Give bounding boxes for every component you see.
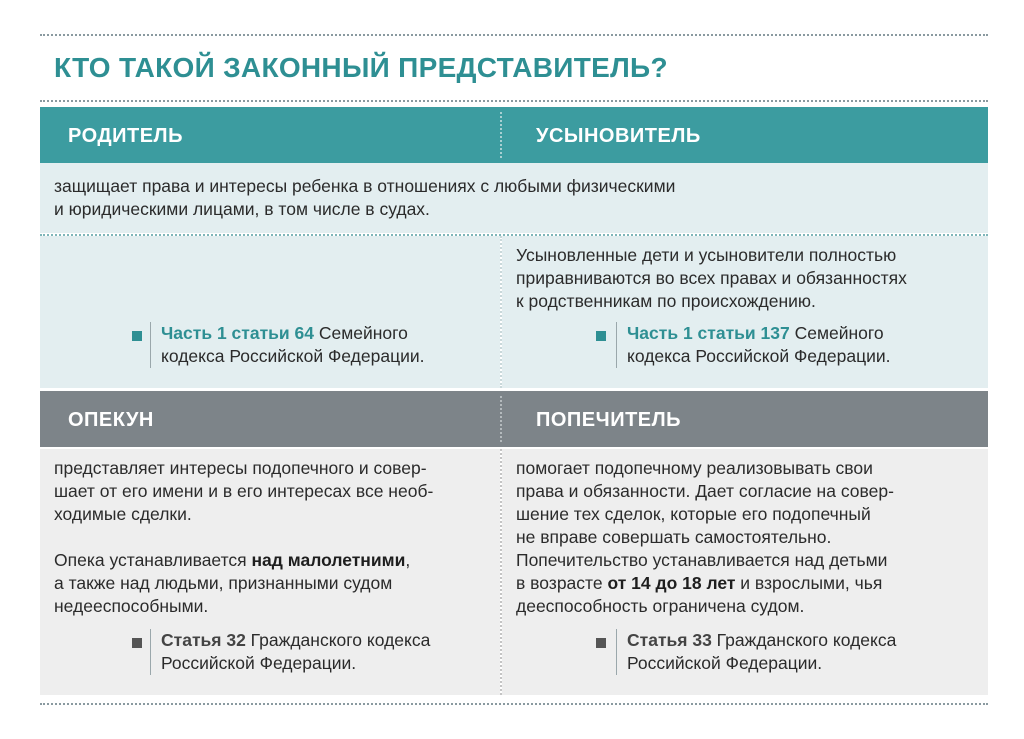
shared-line-2: и юридическими лицами, в том числе в судах. bbox=[54, 199, 430, 219]
trustee-line-5: Попечительство устанавливается над детьми bbox=[516, 550, 888, 570]
header-row-guardians bbox=[40, 391, 988, 447]
adopter-line-3: к родственникам по происхождению. bbox=[516, 291, 816, 311]
trustee-line-7: дееспособность ограничена судом. bbox=[516, 596, 805, 616]
adopter-line-2: приравниваются во всех правах и обязанностях bbox=[516, 268, 907, 288]
bottom-dotted-divider bbox=[40, 703, 988, 705]
trustee-text bbox=[516, 457, 894, 618]
trustee-line-1: помогает подопечному реализовывать свои bbox=[516, 458, 873, 478]
column-divider-teal bbox=[500, 236, 502, 388]
trustee-age-bold: от 14 до 18 лет bbox=[607, 573, 736, 593]
square-bullet-icon bbox=[132, 331, 142, 341]
header-parent: РОДИТЕЛЬ bbox=[68, 125, 183, 147]
adopter-panel bbox=[502, 236, 988, 388]
guardian-ref-rest-1: Гражданского кодекса bbox=[245, 630, 431, 650]
guardian-line-3: ходимые сделки. bbox=[54, 504, 192, 524]
header-guardian: ОПЕКУН bbox=[68, 409, 154, 431]
trustee-ref-rest-1: Гражданского кодекса bbox=[711, 630, 897, 650]
top-dotted-divider bbox=[40, 34, 988, 36]
trustee-line-6: в возрасте от 14 до 18 лет и взрослыми, чья bbox=[516, 573, 883, 593]
square-bullet-icon bbox=[596, 331, 606, 341]
parent-panel bbox=[40, 236, 500, 388]
header-divider-bottom bbox=[500, 396, 502, 442]
header-divider-top bbox=[500, 112, 502, 158]
trustee-line-2: права и обязанности. Дает согласие на совер- bbox=[516, 481, 894, 501]
adopter-reference bbox=[616, 322, 891, 368]
column-divider-gray bbox=[500, 449, 502, 695]
guardian-panel bbox=[40, 449, 500, 695]
header-adopter: УСЫНОВИТЕЛЬ bbox=[536, 125, 701, 147]
shared-line-1: защищает права и интересы ребенка в отношениях с любыми физическими bbox=[54, 176, 676, 196]
page-title: КТО ТАКОЙ ЗАКОННЫЙ ПРЕДСТАВИТЕЛЬ? bbox=[54, 52, 668, 83]
shared-panel bbox=[40, 163, 988, 233]
trustee-panel bbox=[502, 449, 988, 695]
guardian-text bbox=[54, 457, 433, 618]
guardian-line-2: шает от его имени и в его интересах все необ- bbox=[54, 481, 434, 501]
parent-reference bbox=[150, 322, 425, 368]
header-trustee: ПОПЕЧИТЕЛЬ bbox=[536, 409, 682, 431]
title-dotted-divider bbox=[40, 100, 988, 102]
shared-text bbox=[54, 175, 675, 221]
guardian-p2-bold: над малолетними bbox=[251, 550, 406, 570]
trustee-reference bbox=[616, 629, 896, 675]
trustee-ref-rest-2: Российской Федерации. bbox=[627, 653, 823, 673]
adopter-ref-rest-2: кодекса Российской Федерации. bbox=[627, 346, 891, 366]
trustee-ref-bold: Статья 33 bbox=[627, 630, 712, 650]
adopter-text bbox=[516, 244, 907, 313]
square-bullet-icon bbox=[132, 638, 142, 648]
guardian-p2-line-3: недееспособными. bbox=[54, 596, 209, 616]
guardian-p2-line-1: Опека устанавливается над малолетними, bbox=[54, 550, 411, 570]
adopter-ref-rest-1: Семейного bbox=[789, 323, 884, 343]
guardian-ref-rest-2: Российской Федерации. bbox=[161, 653, 357, 673]
adopter-ref-bold: Часть 1 статьи 137 bbox=[627, 323, 790, 343]
adopter-line-1: Усыновленные дети и усыновители полностью bbox=[516, 245, 897, 265]
guardian-ref-bold: Статья 32 bbox=[161, 630, 246, 650]
header-row-parents bbox=[40, 107, 988, 163]
parent-ref-rest-1: Семейного bbox=[314, 323, 408, 343]
guardian-line-1: представляет интересы подопечного и совер- bbox=[54, 458, 427, 478]
guardian-reference bbox=[150, 629, 430, 675]
guardian-p2-line-2: а также над людьми, признанными судом bbox=[54, 573, 393, 593]
trustee-line-4: не вправе совершать самостоятельно. bbox=[516, 527, 832, 547]
parent-ref-rest-2: кодекса Российской Федерации. bbox=[161, 346, 425, 366]
trustee-line-3: шение тех сделок, которые его подопечный bbox=[516, 504, 871, 524]
parent-ref-bold: Часть 1 статьи 64 bbox=[161, 323, 314, 343]
square-bullet-icon bbox=[596, 638, 606, 648]
